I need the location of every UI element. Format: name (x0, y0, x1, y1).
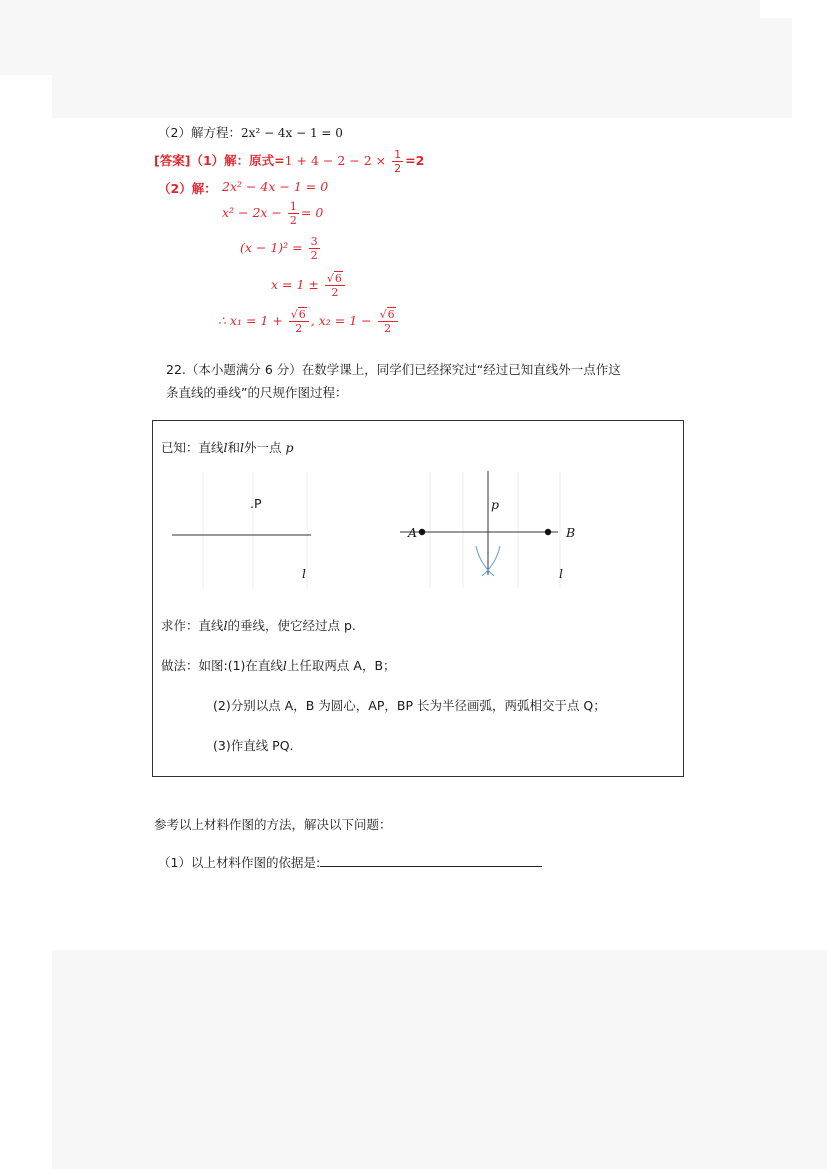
known-statement (161, 438, 294, 456)
method-step3: (3)作直线 PQ. (213, 738, 294, 753)
figure-2-point-b (545, 529, 551, 535)
figure-1-line-label: l (302, 566, 306, 581)
answer-step4 (271, 273, 347, 298)
figure-2-a-label: A (408, 525, 418, 540)
method-step2: (2)分别以点 A，B 为圆心，AP，BP 长为半径画弧，两弧相交于点 Q； (213, 698, 606, 713)
figure-2-point-a (419, 529, 425, 535)
question-1-text: （1）以上材料作图的依据是: (158, 855, 321, 870)
method-prefix: 做法：如图:(1)在直线 (161, 658, 283, 673)
figure-2-p-label: p (491, 497, 500, 512)
answer-tag: [答案] (154, 153, 191, 168)
known-suffix: 外一点 (244, 440, 282, 455)
step5-pre: ∴ x₁ = 1 + (218, 313, 287, 328)
known-mid: 和 (227, 440, 241, 455)
answer-step3 (240, 236, 322, 261)
scan-shade-bottom (52, 950, 827, 1169)
figure-2-faint-gridlines (430, 472, 560, 588)
answer-step2 (222, 201, 323, 226)
scan-shade-top-right (52, 18, 792, 118)
answer-part2-label: （2）解： (158, 181, 217, 196)
fraction-numerator: √6 (325, 273, 345, 286)
step2-fraction (288, 201, 299, 226)
reference-instruction: 参考以上材料作图的方法，解决以下问题： (154, 817, 392, 832)
fraction-denominator: 2 (331, 286, 339, 299)
fraction-numerator: 3 (310, 235, 318, 248)
figure-2-arc-from-a (476, 546, 494, 576)
known-line-l1: l (223, 440, 228, 455)
sqrt-radicand: 6 (387, 308, 395, 321)
answer-part1-expr: 1 + 4 − 2 − 2 × (284, 153, 391, 168)
answer-blank[interactable] (320, 854, 542, 867)
figure-2-arc-from-b (482, 546, 500, 576)
sqrt-radicand: 6 (298, 308, 306, 321)
known-line-l2: l (240, 440, 245, 455)
step2-pre: x² − 2x − (222, 205, 286, 220)
figure-1 (165, 470, 325, 595)
fraction-numerator: 1 (289, 200, 297, 213)
question-1 (158, 853, 542, 871)
step4-fraction (325, 273, 345, 298)
known-point-p: p (285, 440, 294, 455)
figure-1-point-label: .P (250, 496, 262, 511)
step5-mid: , x₂ = 1 − (310, 313, 376, 328)
task-prefix: 求作：直线 (161, 618, 224, 633)
fraction-denominator: 2 (295, 322, 303, 335)
method-step1 (161, 656, 396, 674)
fraction-denominator: 2 (384, 322, 392, 335)
step4-pre: x = 1 ± (271, 277, 323, 292)
figure-2-line-label: l (559, 566, 563, 581)
fraction-denominator: 2 (289, 214, 297, 227)
answer-step5 (218, 309, 400, 334)
task-line-l: l (223, 618, 228, 633)
task-statement (161, 616, 356, 634)
figure-1-faint-gridlines (203, 472, 307, 590)
fraction-denominator: 2 (394, 162, 402, 175)
q22-line2: 条直线的垂线”的尺规作图过程： (166, 385, 348, 400)
fraction-numerator: 1 (394, 148, 402, 161)
q22-line1: 22.（本小题满分 6 分）在数学课上，同学们已经探究过“经过已知直线外一点作这 (166, 362, 621, 377)
method-line-l: l (282, 658, 287, 673)
method-suffix: 上任取两点 A，B； (286, 658, 396, 673)
step5-fraction2 (378, 309, 398, 334)
step2-post: = 0 (300, 205, 324, 220)
answer-part1 (154, 149, 424, 174)
part2-question (158, 123, 343, 141)
answer-part1-result: =2 (405, 153, 425, 168)
answer-step1: 2x² − 4x − 1 = 0 (222, 179, 329, 194)
task-suffix: 的垂线，使它经过点 p. (227, 618, 356, 633)
fraction-denominator: 2 (310, 249, 318, 262)
step3-pre: (x − 1)² = (240, 240, 307, 255)
answer-part1-label: （1）解：原式= (190, 153, 285, 168)
figure-2-b-label: B (566, 525, 576, 540)
part2-label: （2）解方程： (158, 125, 241, 140)
known-prefix: 已知：直线 (161, 440, 224, 455)
answer-part1-fraction (392, 149, 403, 174)
step5-fraction1 (289, 309, 309, 334)
part2-equation: 2x² − 4x − 1 = 0 (240, 126, 343, 140)
sqrt-radicand: 6 (334, 272, 342, 285)
step3-fraction (309, 236, 320, 261)
fraction-numerator: √6 (289, 309, 309, 322)
fraction-numerator: √6 (378, 309, 398, 322)
